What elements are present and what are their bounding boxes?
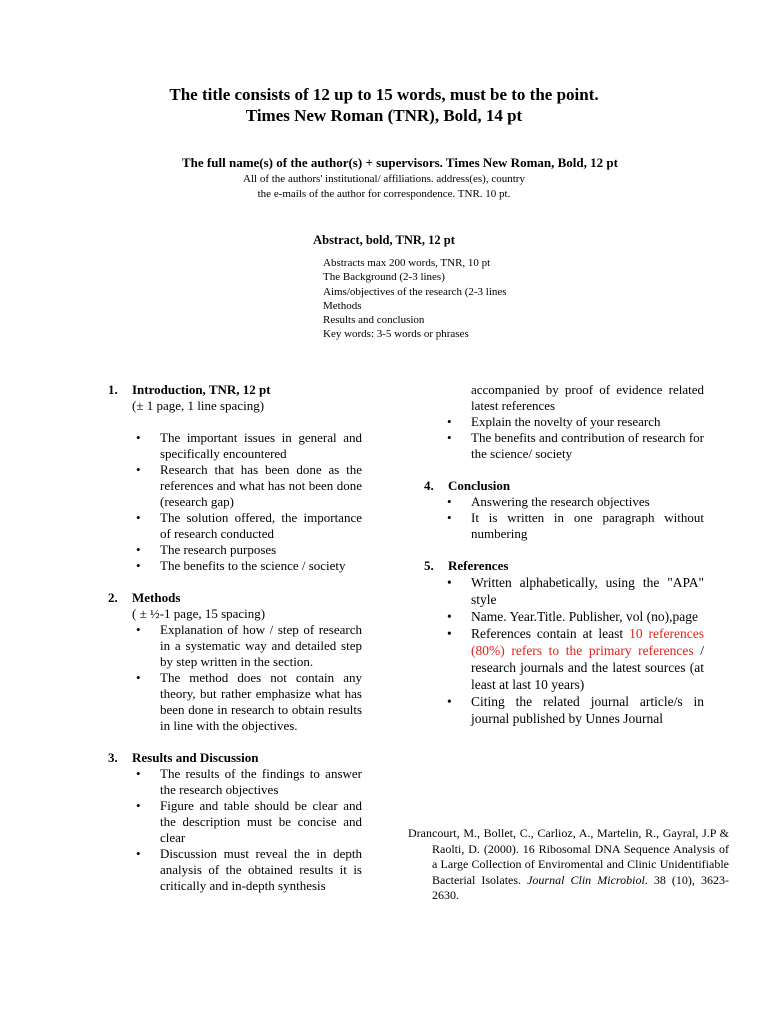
list-item: • The benefits to the science / society bbox=[136, 558, 346, 573]
journal-name: Journal Clin Microbiol bbox=[527, 872, 645, 887]
list-item: • Answering the research objectives bbox=[447, 494, 650, 509]
methods-bullets bbox=[108, 622, 362, 734]
section-heading-results: 3. Results and Discussion bbox=[108, 750, 259, 765]
results-bullets-continued bbox=[424, 414, 704, 462]
list-item: • Figure and table should be clear and the description must be concise and clear bbox=[136, 798, 362, 845]
list-item: • The important issues in general and specifically encountered bbox=[136, 430, 362, 461]
abstract-line: Results and conclusion bbox=[323, 314, 425, 327]
list-item: • Name. Year.Title. Publisher, vol (no),page bbox=[447, 609, 698, 624]
right-column bbox=[424, 382, 704, 727]
section-heading-methods: 2. Methods bbox=[108, 590, 181, 605]
list-item: • The method does not contain any theory, but rather emphasize what has been done in research to obtain results in line with the objectives. bbox=[136, 670, 362, 733]
left-column bbox=[108, 382, 362, 894]
title-line-2: Times New Roman (TNR), Bold, 14 pt bbox=[245, 106, 523, 125]
list-item: • Citing the related journal article/s in journal published by Unnes Journal bbox=[447, 694, 704, 726]
list-item: • The solution offered, the importance of research conducted bbox=[136, 510, 362, 541]
reference-example: Drancourt, M., Bollet, C., Carlioz, A., Martelin, R., Gayral, J.P & Raolti, D. (2000). 16 Ribosomal DNA Sequence Analysis of a Large Collection of Enviromental and Clinic Unidentifiable Bacterial Isolates. Journal Clin Microbiol. 38 (10), 3623-2630. bbox=[408, 826, 729, 902]
list-item: • Explanation of how / step of research in a systematic way and detailed step by step written in the section. bbox=[136, 622, 362, 669]
affiliation-line-1: All of the authors' institutional/ affiliations. address(es), country bbox=[243, 173, 525, 185]
abstract-line: Abstracts max 200 words, TNR, 10 pt bbox=[323, 257, 491, 269]
list-item: • The research purposes bbox=[136, 542, 277, 557]
section-heading-introduction: 1. Introduction, TNR, 12 pt bbox=[108, 382, 271, 397]
section-heading-conclusion: 4. Conclusion bbox=[424, 478, 511, 493]
abstract-body bbox=[323, 256, 507, 342]
references-bullets bbox=[424, 574, 704, 727]
authors-line: The full name(s) of the author(s) + supervisors. Times New Roman, Bold, 12 pt bbox=[182, 155, 618, 170]
list-item: • The benefits and contribution of research for the science/ society bbox=[447, 430, 704, 461]
section-note: ( ± ½-1 page, 15 spacing) bbox=[132, 606, 266, 621]
conclusion-bullets bbox=[424, 494, 704, 542]
highlighted-requirement: 10 references (80%) refers to the primary references bbox=[471, 626, 705, 658]
abstract-line: The Background (2-3 lines) bbox=[323, 271, 445, 284]
list-item: • References contain at least 10 references (80%) refers to the primary references / research journals and the latest sources (at least at last 10 years) bbox=[447, 626, 705, 692]
paper-title bbox=[0, 84, 768, 126]
list-item: • Discussion must reveal the in depth analysis of the obtained results it is critically and in-depth synthesis bbox=[136, 846, 362, 893]
results-bullets bbox=[108, 766, 362, 894]
section-heading-references: 5. References bbox=[424, 558, 509, 573]
title-line-1: The title consists of 12 up to 15 words, must be to the point. bbox=[169, 85, 599, 104]
section-note: (± 1 page, 1 line spacing) bbox=[132, 398, 265, 413]
affiliation bbox=[0, 172, 768, 202]
abstract-heading: Abstract, bold, TNR, 12 pt bbox=[313, 233, 455, 247]
abstract-line: Key words: 3-5 words or phrases bbox=[323, 328, 469, 341]
introduction-bullets bbox=[108, 430, 362, 574]
list-item: • Explain the novelty of your research bbox=[447, 414, 661, 429]
list-item: • It is written in one paragraph without numbering bbox=[447, 510, 704, 541]
list-item: • The results of the findings to answer the research objectives bbox=[136, 766, 362, 797]
abstract-line: Methods bbox=[323, 299, 362, 312]
affiliation-line-2: the e-mails of the author for correspondence. TNR. 10 pt. bbox=[257, 188, 511, 200]
list-item: • Written alphabetically, using the "APA" style bbox=[447, 575, 704, 607]
list-item: • Research that has been done as the references and what has not been done (research gap) bbox=[136, 462, 362, 509]
results-continuation: accompanied by proof of evidence related latest references bbox=[471, 382, 704, 413]
abstract-line: Aims/objectives of the research (2-3 lines bbox=[323, 285, 507, 298]
